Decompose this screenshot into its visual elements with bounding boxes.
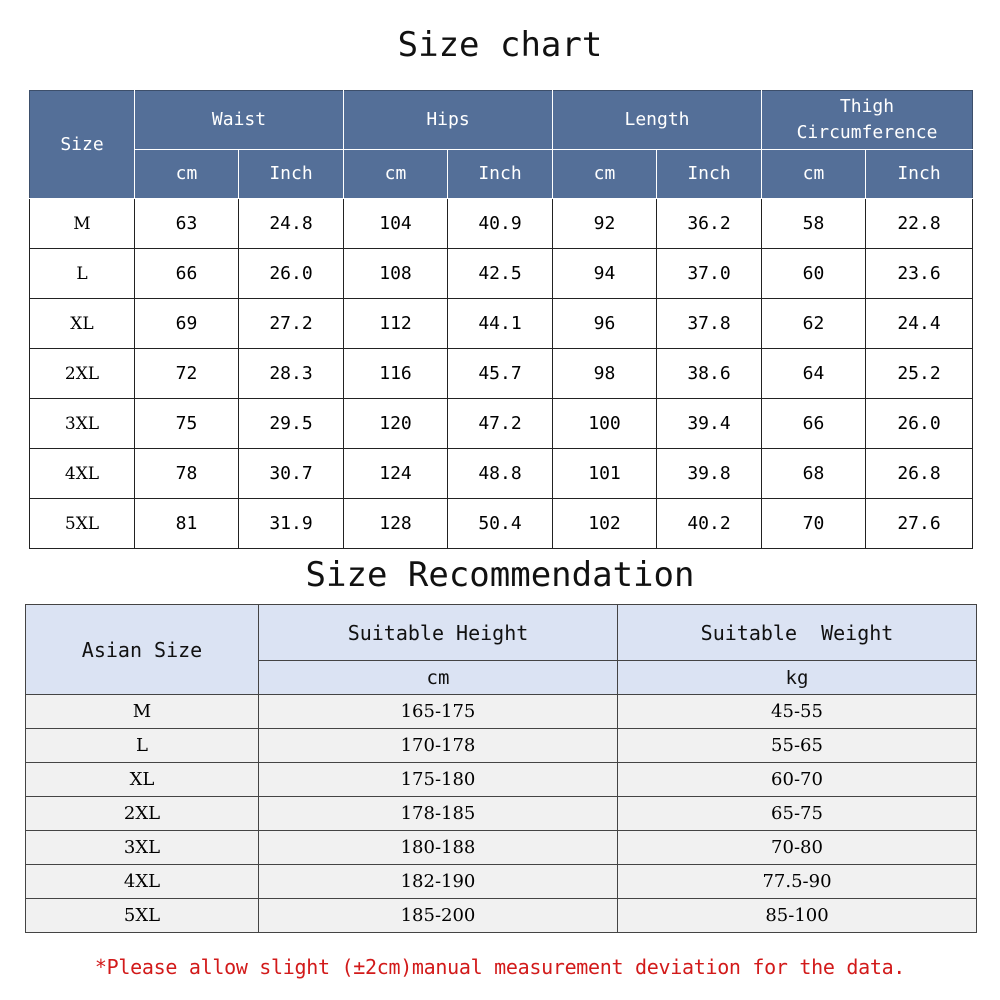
suitable-height-header: Suitable Height: [259, 605, 618, 661]
size-cell: 4XL: [30, 449, 135, 499]
table-cell: 69: [135, 299, 239, 349]
size-cell: XL: [30, 299, 135, 349]
table-cell: 77.5-90: [618, 865, 977, 899]
table-row: [26, 729, 977, 763]
table-cell: 180-188: [259, 831, 618, 865]
weight-unit-header: kg: [618, 661, 977, 695]
table-cell: 60-70: [618, 763, 977, 797]
chart-body: [30, 199, 973, 549]
table-cell: 45-55: [618, 695, 977, 729]
chart-unit-row: [30, 150, 973, 199]
table-cell: 104: [344, 199, 448, 249]
table-row: [26, 763, 977, 797]
table-cell: 40.2: [657, 499, 762, 549]
table-cell: 128: [344, 499, 448, 549]
suitable-weight-header: Suitable Weight: [618, 605, 977, 661]
table-row: [30, 199, 973, 249]
chart-header-row: [30, 91, 973, 150]
table-cell: 72: [135, 349, 239, 399]
table-cell: 63: [135, 199, 239, 249]
size-cell: M: [26, 695, 259, 729]
unit-header: Inch: [866, 150, 973, 199]
table-cell: 55-65: [618, 729, 977, 763]
size-chart-table: [29, 90, 973, 549]
table-cell: 175-180: [259, 763, 618, 797]
size-chart-title: Size chart: [397, 25, 603, 65]
table-cell: 22.8: [866, 199, 973, 249]
asian-size-header: Asian Size: [26, 605, 259, 695]
table-cell: 38.6: [657, 349, 762, 399]
table-cell: 100: [553, 399, 657, 449]
table-cell: 94: [553, 249, 657, 299]
table-cell: 60: [762, 249, 866, 299]
thigh-header: Thigh Circumference: [762, 91, 973, 150]
table-cell: 45.7: [448, 349, 553, 399]
table-cell: 37.8: [657, 299, 762, 349]
table-cell: 47.2: [448, 399, 553, 449]
table-cell: 31.9: [239, 499, 344, 549]
table-cell: 70: [762, 499, 866, 549]
table-cell: 65-75: [618, 797, 977, 831]
table-cell: 108: [344, 249, 448, 299]
size-cell: 4XL: [26, 865, 259, 899]
table-cell: 98: [553, 349, 657, 399]
measurement-note: *Please allow slight (±2cm)manual measurement deviation for the data.: [94, 955, 906, 979]
unit-header: Inch: [657, 150, 762, 199]
rec-body: [26, 695, 977, 933]
table-row: [26, 831, 977, 865]
unit-header: cm: [344, 150, 448, 199]
table-cell: 39.8: [657, 449, 762, 499]
table-cell: 70-80: [618, 831, 977, 865]
table-row: [30, 499, 973, 549]
table-cell: 112: [344, 299, 448, 349]
table-cell: 26.0: [239, 249, 344, 299]
size-recommendation-title: Size Recommendation: [305, 555, 695, 595]
size-cell: M: [30, 199, 135, 249]
table-row: [30, 399, 973, 449]
table-cell: 178-185: [259, 797, 618, 831]
table-cell: 23.6: [866, 249, 973, 299]
table-cell: 36.2: [657, 199, 762, 249]
table-row: [30, 299, 973, 349]
unit-header: cm: [553, 150, 657, 199]
table-cell: 81: [135, 499, 239, 549]
table-cell: 68: [762, 449, 866, 499]
size-cell: L: [30, 249, 135, 299]
size-cell: 5XL: [26, 899, 259, 933]
size-cell: 2XL: [26, 797, 259, 831]
waist-header: Waist: [135, 91, 344, 150]
table-cell: 27.6: [866, 499, 973, 549]
table-cell: 28.3: [239, 349, 344, 399]
unit-header: Inch: [239, 150, 344, 199]
table-cell: 27.2: [239, 299, 344, 349]
size-cell: XL: [26, 763, 259, 797]
table-cell: 25.2: [866, 349, 973, 399]
table-cell: 165-175: [259, 695, 618, 729]
table-cell: 120: [344, 399, 448, 449]
size-header: Size: [30, 91, 135, 199]
size-cell: 3XL: [26, 831, 259, 865]
table-cell: 62: [762, 299, 866, 349]
table-cell: 116: [344, 349, 448, 399]
table-cell: 182-190: [259, 865, 618, 899]
table-cell: 185-200: [259, 899, 618, 933]
table-cell: 170-178: [259, 729, 618, 763]
table-cell: 24.4: [866, 299, 973, 349]
table-cell: 42.5: [448, 249, 553, 299]
table-cell: 92: [553, 199, 657, 249]
table-row: [26, 797, 977, 831]
table-cell: 75: [135, 399, 239, 449]
table-cell: 48.8: [448, 449, 553, 499]
table-cell: 58: [762, 199, 866, 249]
table-cell: 101: [553, 449, 657, 499]
table-row: [26, 695, 977, 729]
table-row: [26, 865, 977, 899]
table-cell: 78: [135, 449, 239, 499]
rec-header-row: [26, 605, 977, 661]
table-cell: 37.0: [657, 249, 762, 299]
table-cell: 44.1: [448, 299, 553, 349]
size-cell: 5XL: [30, 499, 135, 549]
table-cell: 26.8: [866, 449, 973, 499]
table-cell: 66: [135, 249, 239, 299]
table-cell: 50.4: [448, 499, 553, 549]
length-header: Length: [553, 91, 762, 150]
table-cell: 39.4: [657, 399, 762, 449]
table-row: [26, 899, 977, 933]
size-cell: 3XL: [30, 399, 135, 449]
table-cell: 64: [762, 349, 866, 399]
table-cell: 26.0: [866, 399, 973, 449]
table-cell: 124: [344, 449, 448, 499]
unit-header: Inch: [448, 150, 553, 199]
table-row: [30, 249, 973, 299]
table-cell: 85-100: [618, 899, 977, 933]
size-recommendation-table: [25, 604, 977, 933]
table-cell: 30.7: [239, 449, 344, 499]
hips-header: Hips: [344, 91, 553, 150]
table-cell: 29.5: [239, 399, 344, 449]
unit-header: cm: [762, 150, 866, 199]
unit-header: cm: [135, 150, 239, 199]
table-row: [30, 449, 973, 499]
table-cell: 40.9: [448, 199, 553, 249]
table-cell: 24.8: [239, 199, 344, 249]
height-unit-header: cm: [259, 661, 618, 695]
size-cell: 2XL: [30, 349, 135, 399]
table-cell: 66: [762, 399, 866, 449]
size-cell: L: [26, 729, 259, 763]
table-cell: 96: [553, 299, 657, 349]
table-row: [30, 349, 973, 399]
table-cell: 102: [553, 499, 657, 549]
